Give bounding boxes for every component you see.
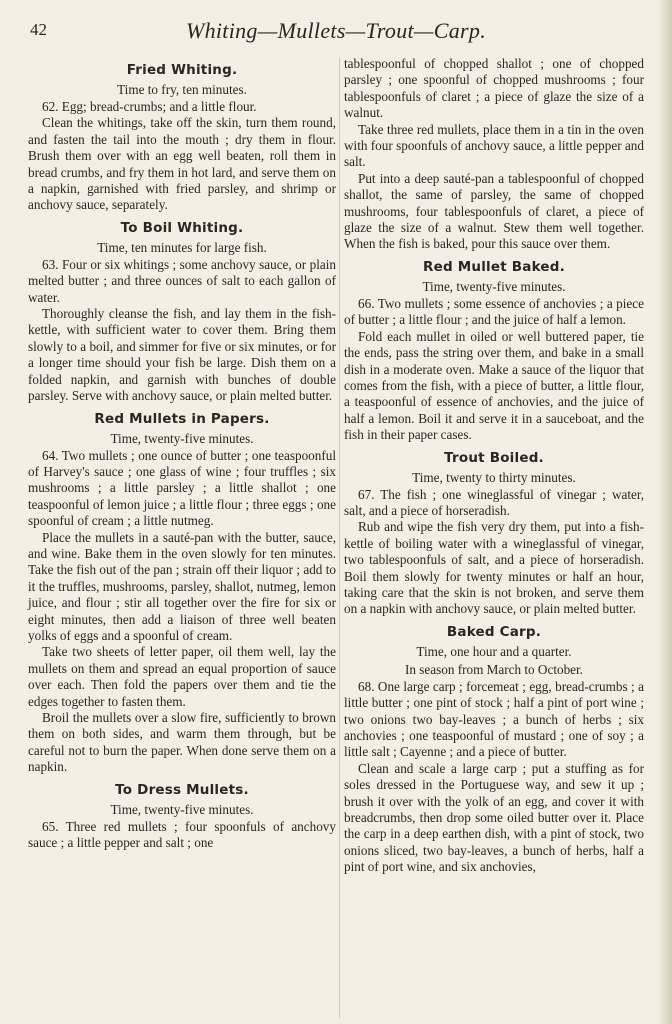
- page-edge-shadow: [658, 0, 672, 1024]
- recipe-time: Time, twenty-five minutes.: [110, 801, 254, 817]
- recipe-paragraph: Place the mullets in a sauté-pan with the butter, sauce, and wine. Bake them in the oven slowly for ten minutes. Take the fish out of the pan ; strain off their liquor ; add to it the truffles, mushrooms, parsley, shallot, nutmeg, lemon juice, and flour ; stir all together over the fire for six or eight minutes, then add a liaison of three well beaten yolks of eggs and a spoonful of cream.: [28, 529, 336, 643]
- recipe-heading: To Dress Mullets.: [115, 781, 249, 798]
- recipe-paragraph: 66. Two mullets ; some essence of anchovies ; a piece of butter ; a little flour ; and the juice of half a lemon.: [344, 295, 644, 328]
- recipe-paragraph: 63. Four or six whitings ; some anchovy sauce, or plain melted butter ; and three ounces of salt to each gallon of water.: [28, 256, 336, 305]
- recipe-heading: Red Mullet Baked.: [423, 258, 565, 275]
- right-column: [344, 56, 644, 876]
- left-column: [28, 56, 336, 851]
- recipe-time: In season from March to October.: [405, 661, 583, 677]
- page-number: 42: [30, 20, 47, 39]
- recipe-heading: Fried Whiting.: [126, 62, 238, 78]
- recipe-paragraph: Take two sheets of letter paper, oil them well, lay the mullets on them and spread an equal proportion of sauce over each. Then fold the papers over them and tie the edges together to fasten them.: [28, 644, 336, 709]
- recipe-paragraph: 64. Two mullets ; one ounce of butter ; one teaspoonful of Harvey's sauce ; one glass of wine ; four truffles ; six mushrooms ; a little parsley ; a little shallot ; one teaspoonful of lemon juice ; a little flour ; three eggs ; one spoonful of cream ; a little nutmeg.: [28, 447, 336, 529]
- recipe-paragraph: tablespoonful of chopped shallot ; one of chopped parsley ; one spoonful of chopped mushrooms ; four tablespoonfuls of claret ; a piece of glaze the size of a walnut.: [344, 56, 644, 121]
- recipe-paragraph: 65. Three red mullets ; four spoonfuls of anchovy sauce ; a little pepper and salt ; one: [28, 818, 336, 851]
- recipe-paragraph: 62. Egg; bread-crumbs; and a little flour.: [42, 99, 257, 114]
- page-header: [30, 14, 642, 46]
- recipe-heading: Baked Carp.: [446, 623, 542, 640]
- recipe-paragraph: 68. One large carp ; forcemeat ; egg, bread-crumbs ; a little butter ; one pint of stock ; half a pint of port wine ; two onions two bay-leaves ; a bunch of herbs ; six anchovies ; one teaspoonful of mustard ; one of soy ; a little salt ; Cayenne ; and a piece of butter.: [344, 678, 644, 760]
- recipe-paragraph: Fold each mullet in oiled or well buttered paper, tie the ends, pass the string over them, and bake in a small dish in a moderate oven. Make a sauce of the liquor that comes from the fish, with a piece of butter, a little flour, a teaspoonful of essence of anchovies, and the juice of half a lemon. Boil it and serve it in a sauceboat, and the fish in their paper cases.: [344, 328, 644, 443]
- recipe-time: Time, one hour and a quarter.: [416, 643, 572, 659]
- recipe-paragraph: Rub and wipe the fish very dry them, put into a fish-kettle of boiling water with a wineglassful of vinegar, two tablespoonfuls of salt, and a piece of horseradish. Boil them slowly for twenty minutes or half an hour, taking care that the skin is not broken, and serve them on a napkin with anchovy sauce, or plain melted butter.: [344, 519, 644, 617]
- recipe-paragraph: Clean the whitings, take off the skin, turn them round, and fasten the tail into the mouth ; dry them in flour. Brush them over with an egg well beaten, roll them in bread crumbs, and fry them in hot lard, and serve them on a napkin, garnished with fried parsley, and shrimp or anchovy sauce, separately.: [28, 115, 336, 213]
- recipe-paragraph: Thoroughly cleanse the fish, and lay them in the fish-kettle, with sufficient water to cover them. Bring them slowly to a boil, and simmer for five or six minutes, or for a longer time should your fish be large. Dish them on a folded napkin, and garnish with bunches of double parsley. Serve with anchovy sauce, or plain melted butter.: [28, 306, 336, 404]
- column-divider: [339, 58, 340, 1018]
- recipe-paragraph: Take three red mullets, place them in a tin in the oven with four spoonfuls of anchovy sauce, a little pepper and salt.: [344, 121, 644, 170]
- recipe-paragraph: 67. The fish ; one wineglassful of vinegar ; water, salt, and a piece of horseradish.: [344, 486, 644, 518]
- recipe-time: Time to fry, ten minutes.: [117, 82, 247, 97]
- recipe-paragraph: Clean and scale a large carp ; put a stuffing as for soles dressed in the Portuguese way, and sew it up ; brush it over with the yolk of an egg, and cover it with breadcrumbs, then drop some oiled butter over it. Place the carp in a deep earthen dish, with a pint of stock, two onions sliced, two bay-leaves, a bunch of herbs, half a pint of port wine, and six anchovies,: [344, 760, 644, 875]
- recipe-time: Time, twenty-five minutes.: [422, 278, 566, 294]
- recipe-time: Time, twenty to thirty minutes.: [412, 469, 576, 485]
- recipe-paragraph: Broil the mullets over a slow fire, sufficiently to brown them on both sides, and warm them through, but be careful not to burn the paper. When done serve them on a napkin.: [28, 710, 336, 775]
- recipe-paragraph: Put into a deep sauté-pan a tablespoonful of chopped shallot, the same of parsley, the same of chopped mushrooms, four tablespoonfuls of claret, a piece of glaze the size of a walnut. Stew them well together. When the fish is baked, pour this sauce over them.: [344, 170, 644, 252]
- running-title: Whiting—Mullets—Trout—Carp.: [185, 18, 487, 43]
- recipe-heading: Trout Boiled.: [444, 449, 544, 466]
- recipe-heading: To Boil Whiting.: [120, 219, 244, 236]
- recipe-heading: Red Mullets in Papers.: [94, 410, 270, 427]
- recipe-time: Time, ten minutes for large fish.: [97, 239, 267, 255]
- recipe-time: Time, twenty-five minutes.: [110, 430, 254, 446]
